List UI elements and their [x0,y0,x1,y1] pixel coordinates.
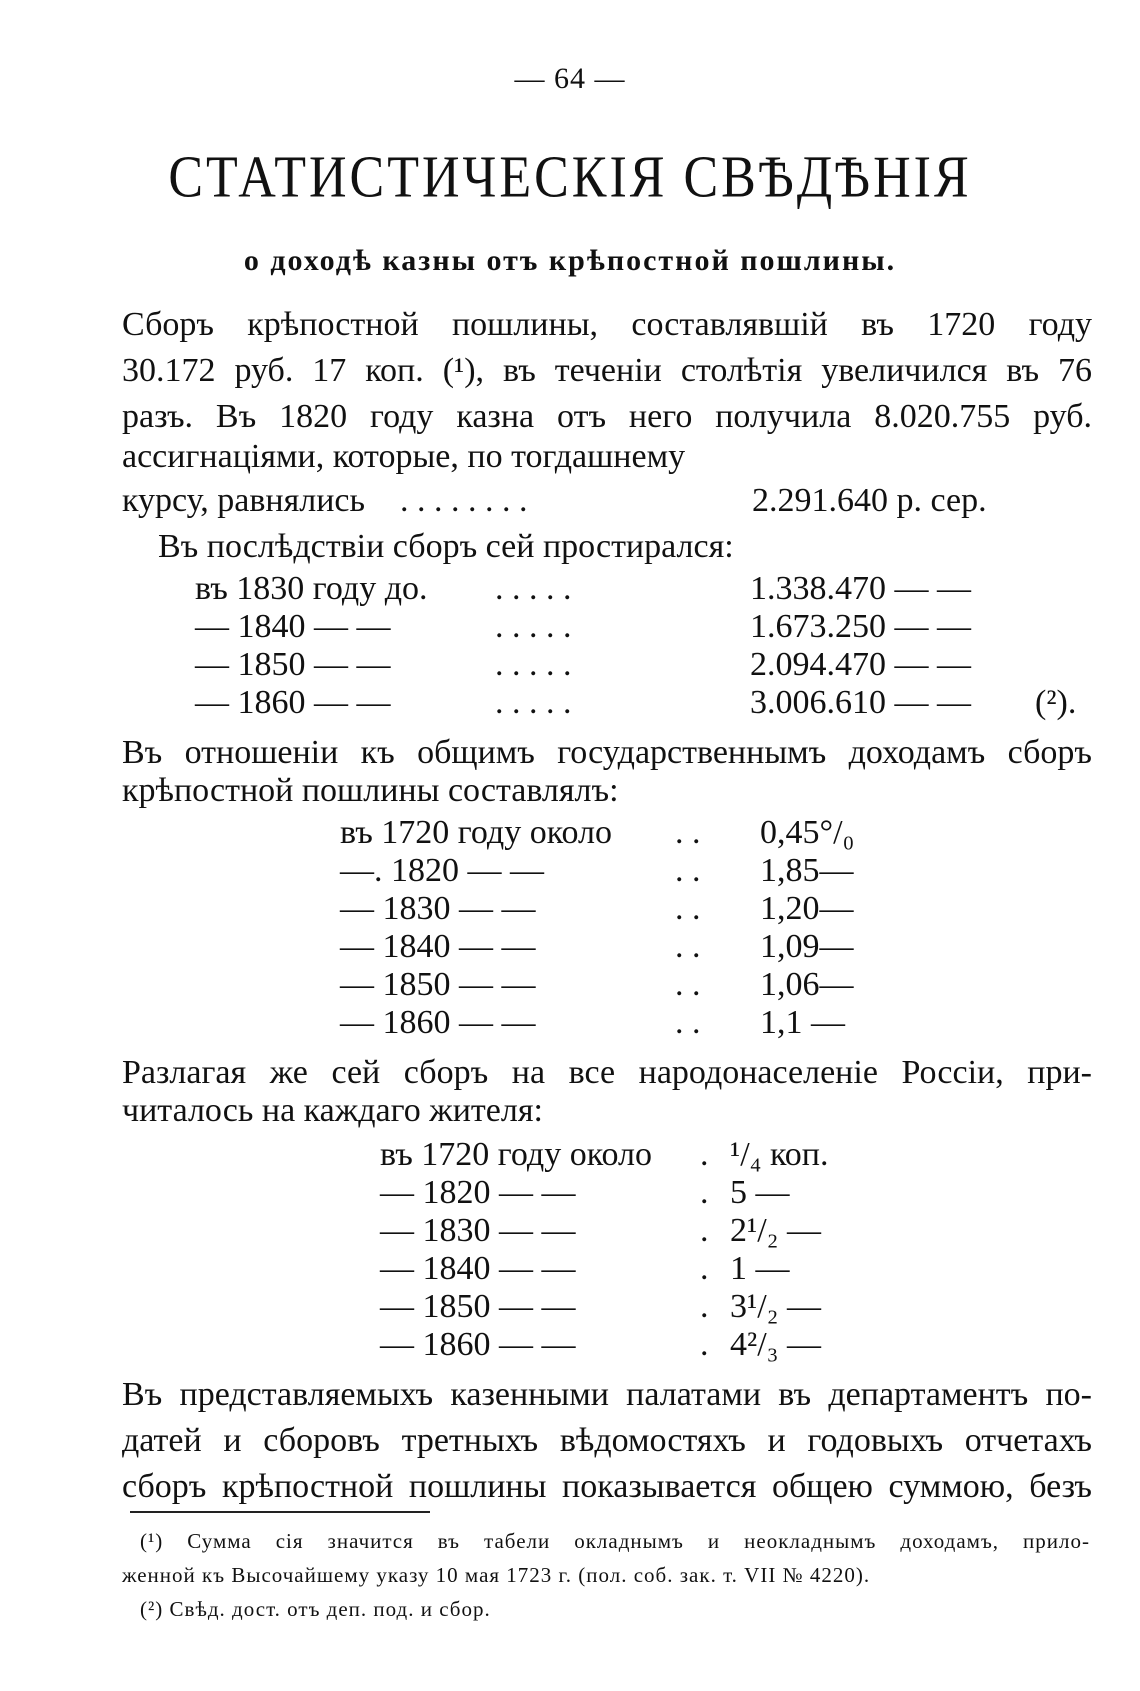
row-label: — 1850 — — [340,966,536,1003]
row-dots: . [700,1212,709,1249]
row-value: 2.094.470 — — [750,646,971,683]
row-dots: . . [675,852,701,889]
row-label: —. 1820 — — [340,852,544,889]
row-dots: . . . . . [495,684,572,721]
footnote-1-line-2: женной къ Высочайшему указу 10 мая 1723 г. (пол. соб. зак. т. VII № 4220). [122,1563,871,1587]
intro-line-5-dots: . . . . . . . . [400,482,528,519]
row-dots: . . [675,890,701,927]
page-subtitle: о доходѣ казны отъ крѣпостной пошлины. [243,244,897,277]
row-label: — 1830 — — [340,890,536,927]
intro-line-4: ассигнаціями, которые, по тогдашнему [122,438,686,475]
row-value: 1,1 — [760,1004,845,1041]
row-value: 1.673.250 — — [750,608,971,645]
row-dots: . . . . . [495,570,572,607]
page-number: — 64 — [514,62,626,95]
row-label: — 1860 — — [195,684,391,721]
row-value: 1,20— [760,890,854,927]
closing-line-3: сборъ крѣпостной пошлины показывается общею суммою, безъ [122,1468,1092,1505]
row-value: ¹/₄ коп. [730,1136,829,1173]
row-note: (²). [1035,684,1077,721]
row-label: — 1850 — — [195,646,391,683]
ratio-heading-line-2: крѣпостной пошлины составлялъ: [122,772,619,809]
capita-heading-line-2: читалось на каждаго жителя: [122,1092,543,1129]
row-value: 3.006.610 — — [750,684,971,721]
row-value: 5 — [730,1174,790,1211]
closing-line-2: датей и сборовъ третныхъ вѣдомостяхъ и годовыхъ отчетахъ [122,1422,1092,1459]
row-dots: . . [675,814,701,851]
footnote-1-line-1: (¹) Сумма сія значится въ табели окладнымъ и неокладнымъ доходамъ, прило- [140,1529,1090,1553]
page-title: СТАТИСТИЧЕСКІЯ СВѢДѢНІЯ [168,144,972,211]
intro-line-5 [122,482,1092,522]
later-heading: Въ послѣдствіи сборъ сей простирался: [158,528,734,565]
row-dots: . [700,1250,709,1287]
row-dots: . . [675,928,701,965]
row-dots: . [700,1326,709,1363]
row-label: — 1820 — — [380,1174,576,1211]
row-dots: . . . . . [495,608,572,645]
row-dots: . . . . . [495,646,572,683]
row-dots: . [700,1174,709,1211]
row-label: — 1830 — — [380,1212,576,1249]
row-dots: . . [675,1004,701,1041]
row-dots: . [700,1288,709,1325]
intro-line-2: 30.172 руб. 17 коп. (¹), въ теченіи столѣтія увеличился въ 76 [122,352,1092,389]
row-dots: . . [675,966,701,1003]
intro-line-1: Сборъ крѣпостной пошлины, составлявшій въ 1720 году [122,306,1092,343]
row-label: — 1840 — — [340,928,536,965]
row-value: 1,06— [760,966,854,1003]
intro-line-5-value: 2.291.640 р. сер. [752,482,987,519]
intro-line-5-label: курсу, равнялись [122,482,366,519]
row-label: — 1840 — — [380,1250,576,1287]
intro-line-3: разъ. Въ 1820 году казна отъ него получила 8.020.755 руб. [122,398,1092,435]
row-value: 1,85— [760,852,854,889]
row-label: — 1860 — — [380,1326,576,1363]
row-value: 1,09— [760,928,854,965]
row-value: 1 — [730,1250,790,1287]
row-label: въ 1720 году около [340,814,613,851]
footnote-rule [130,1511,430,1513]
row-value: 3¹/₂ — [730,1288,821,1325]
closing-line-1: Въ представляемыхъ казенными палатами въ департаментъ по- [122,1376,1092,1413]
row-label: — 1860 — — [340,1004,536,1041]
row-label: въ 1830 году до. [195,570,428,607]
row-label: — 1840 — — [195,608,391,645]
row-dots: . [700,1136,709,1173]
row-value: 4²/₃ — [730,1326,821,1363]
footnote-2: (²) Свѣд. дост. отъ деп. под. и сбор. [140,1597,491,1621]
capita-heading-line-1: Разлагая же сей сборъ на все народонаселеніе Россіи, при- [122,1054,1092,1091]
row-label: въ 1720 году около [380,1136,653,1173]
row-value: 1.338.470 — — [750,570,971,607]
row-label: — 1850 — — [380,1288,576,1325]
row-value: 2¹/₂ — [730,1212,821,1249]
row-value: 0,45°/₀ [760,814,855,851]
ratio-heading-line-1: Въ отношеніи къ общимъ государственнымъ доходамъ сборъ [122,734,1092,771]
